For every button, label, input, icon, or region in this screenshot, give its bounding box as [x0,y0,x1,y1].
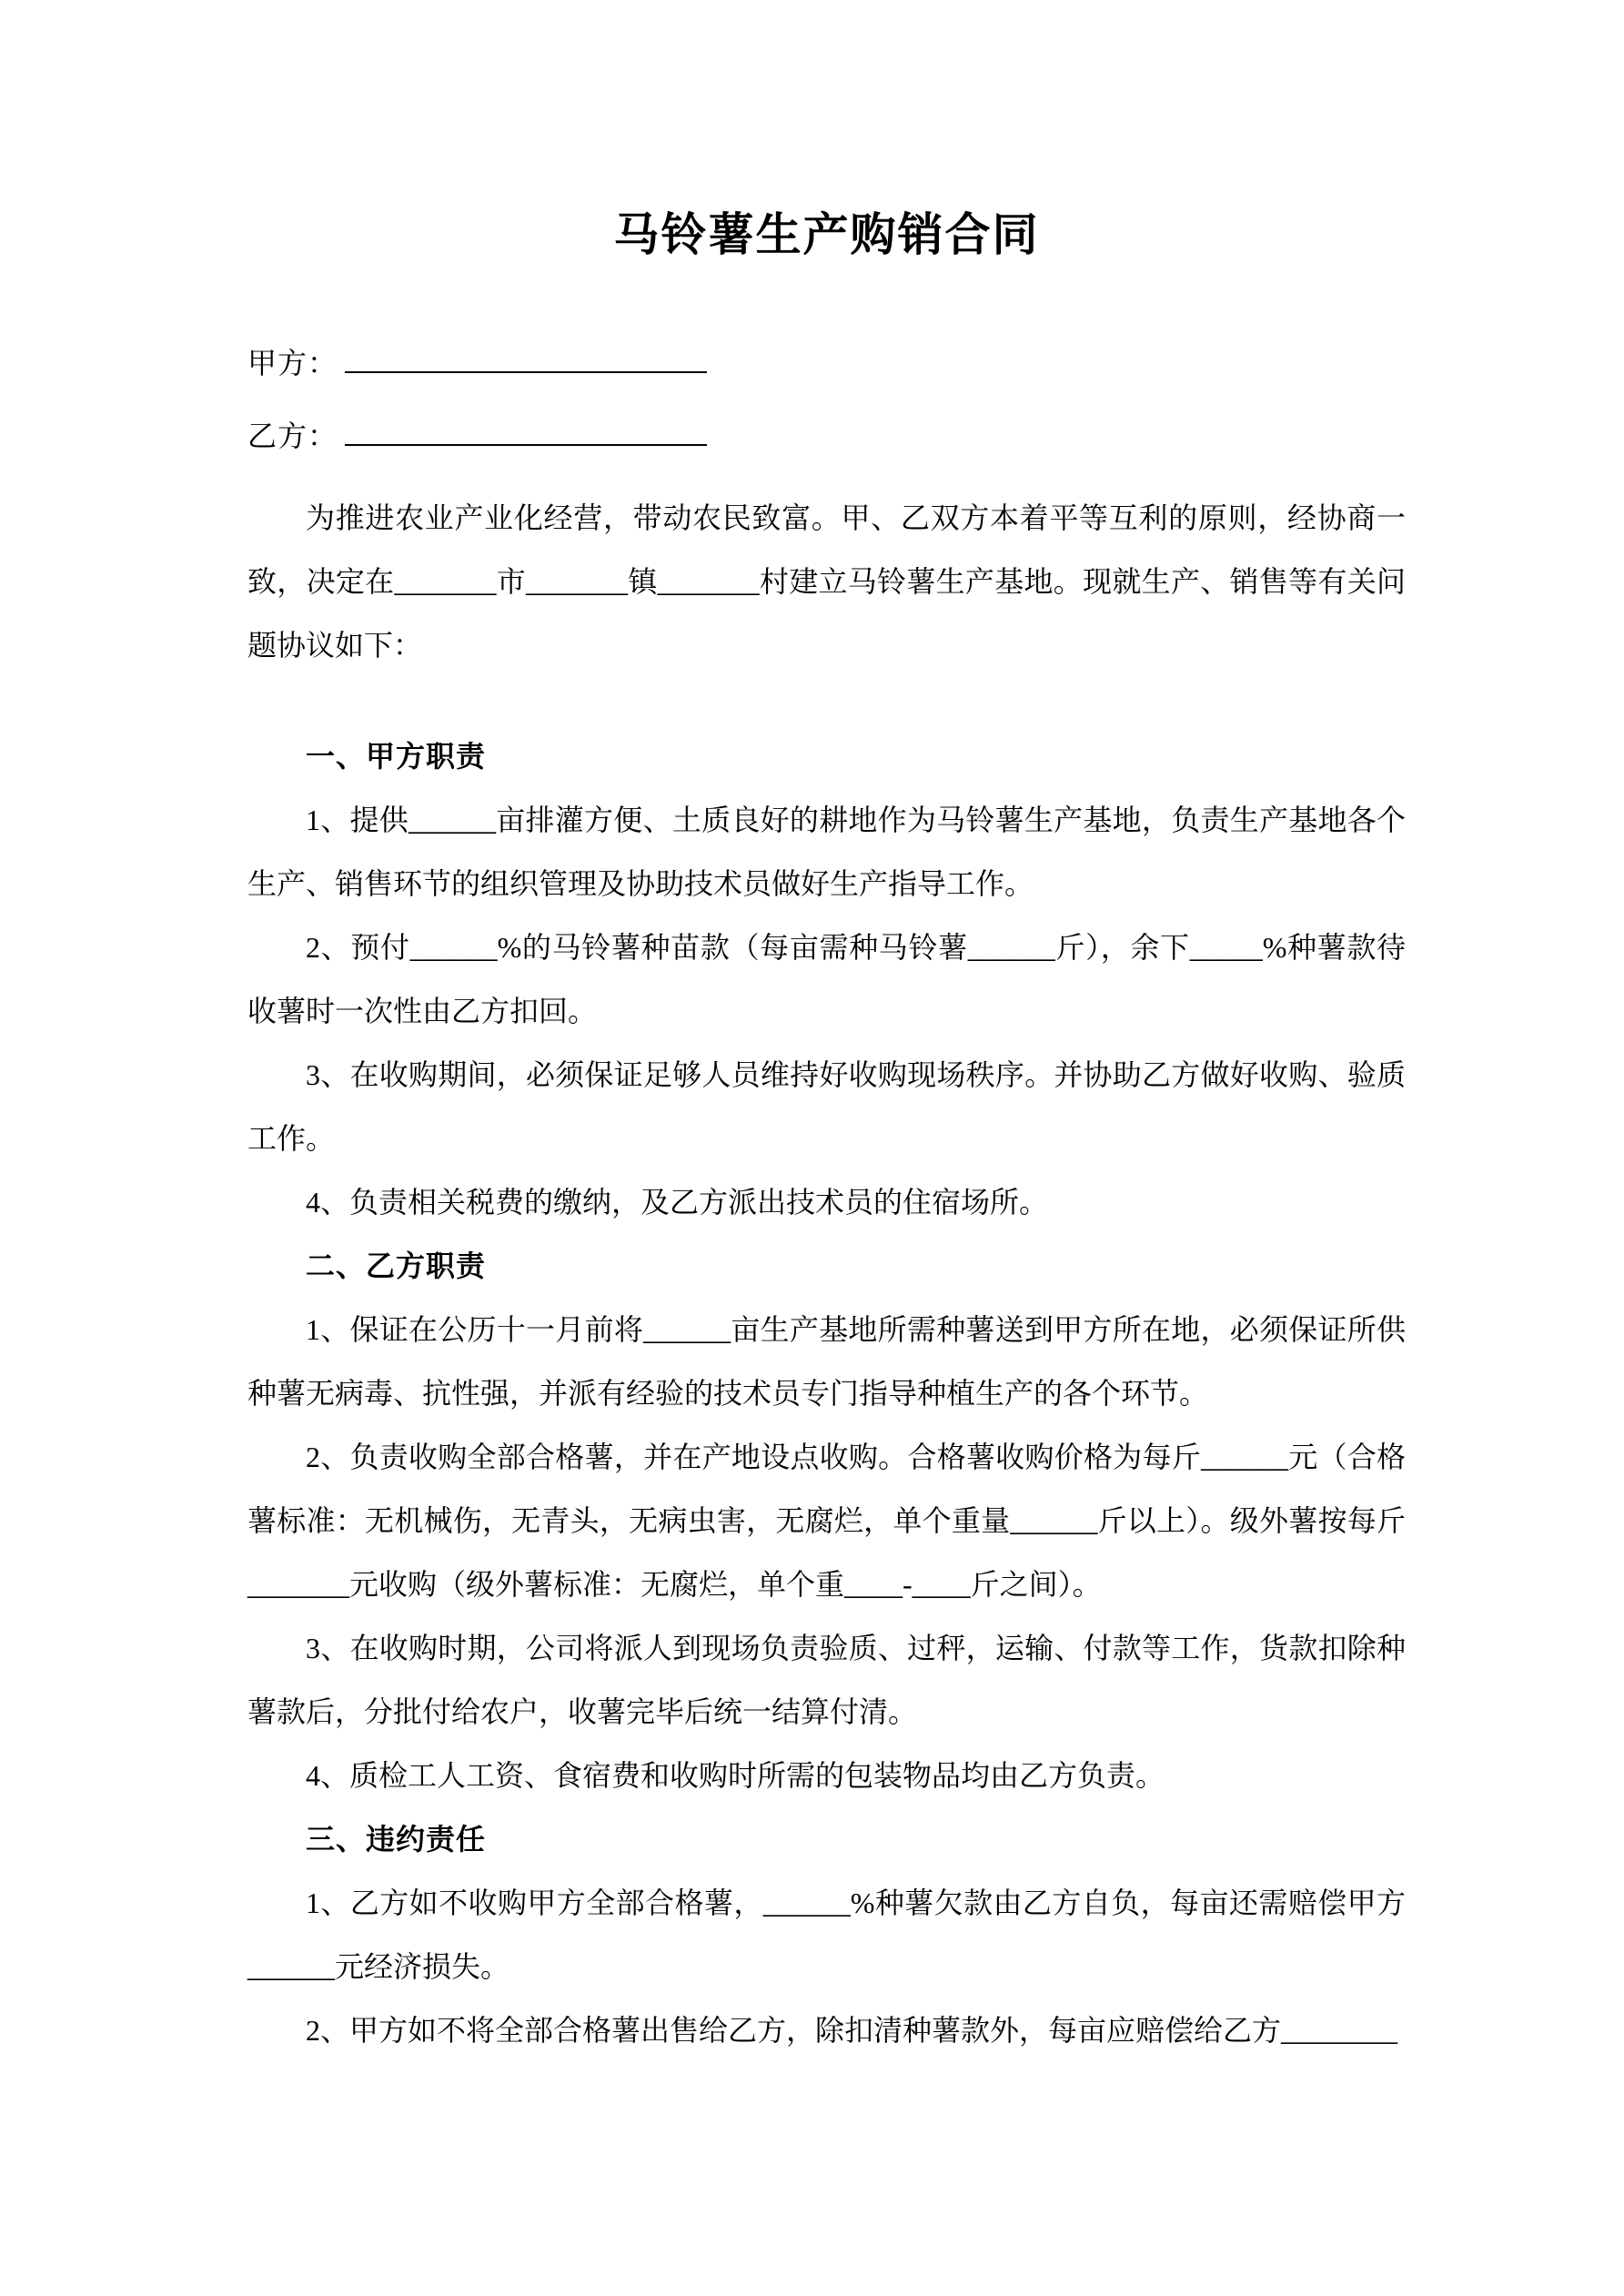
section-1-item-4: 4、负责相关税费的缴纳，及乙方派出技术员的住宿场所。 [306,1186,1049,1219]
party-a-blank-field[interactable] [345,340,707,373]
section-3-item-1: 1、乙方如不收购甲方全部合格薯，______%种薯欠款由乙方自负，每亩还需赔偿甲方______元经济损失。 [247,1886,1406,1983]
section-2-item-1: 1、保证在公历十一月前将______亩生产基地所需种薯送到甲方所在地，必须保证所供种薯无病毒、抗性强，并派有经验的技术员专门指导种植生产的各个环节。 [247,1313,1406,1410]
section-2-heading: 二、乙方职责 [306,1249,487,1282]
section-3-item-2: 2、甲方如不将全部合格薯出售给乙方，除扣清种薯款外，每亩应赔偿给乙方________ [306,2014,1398,2047]
party-a-row [247,340,1406,382]
section-2-item-3: 3、在收购时期，公司将派人到现场负责验质、过秤，运输、付款等工作，货款扣除种薯款后，分批付给农户，收薯完毕后统一结算付清。 [247,1632,1406,1728]
party-b-label: 乙方： [247,420,338,452]
party-a-label: 甲方： [247,347,338,379]
intro-paragraph: 为推进农业产业化经营，带动农民致富。甲、乙双方本着平等互利的原则，经协商一致，决定在_______市_______镇_______村建立马铃薯生产基地。现就生产、销售等有关问题协议如下： [247,501,1406,662]
section-3-heading: 三、违约责任 [306,1823,487,1856]
section-1-item-1: 1、提供______亩排灌方便、土质良好的耕地作为马铃薯生产基地，负责生产基地各个生产、销售环节的组织管理及协助技术员做好生产指导工作。 [247,804,1406,900]
section-2-item-2: 2、负责收购全部合格薯，并在产地设点收购。合格薯收购价格为每斤______元（合格薯标准：无机械伤，无青头，无病虫害，无腐烂，单个重量______斤以上）。级外薯按每斤_______元收购（级外薯标准：无腐烂，单个重____-____斤之间）。 [247,1441,1406,1601]
parties-block [247,340,1406,455]
section-1-item-2: 2、预付______%的马铃薯种苗款（每亩需种马铃薯______斤），余下_____%种薯款待收薯时一次性由乙方扣回。 [247,931,1406,1027]
party-b-row [247,413,1406,455]
party-b-blank-field[interactable] [345,413,707,446]
section-1-item-3: 3、在收购期间，必须保证足够人员维持好收购现场秩序。并协助乙方做好收购、验质工作。 [247,1058,1406,1155]
document-title: 马铃薯生产购销合同 [613,209,1040,260]
section-1-heading: 一、甲方职责 [306,740,487,773]
section-2-item-4: 4、质检工人工资、食宿费和收购时所需的包装物品均由乙方负责。 [306,1759,1165,1792]
